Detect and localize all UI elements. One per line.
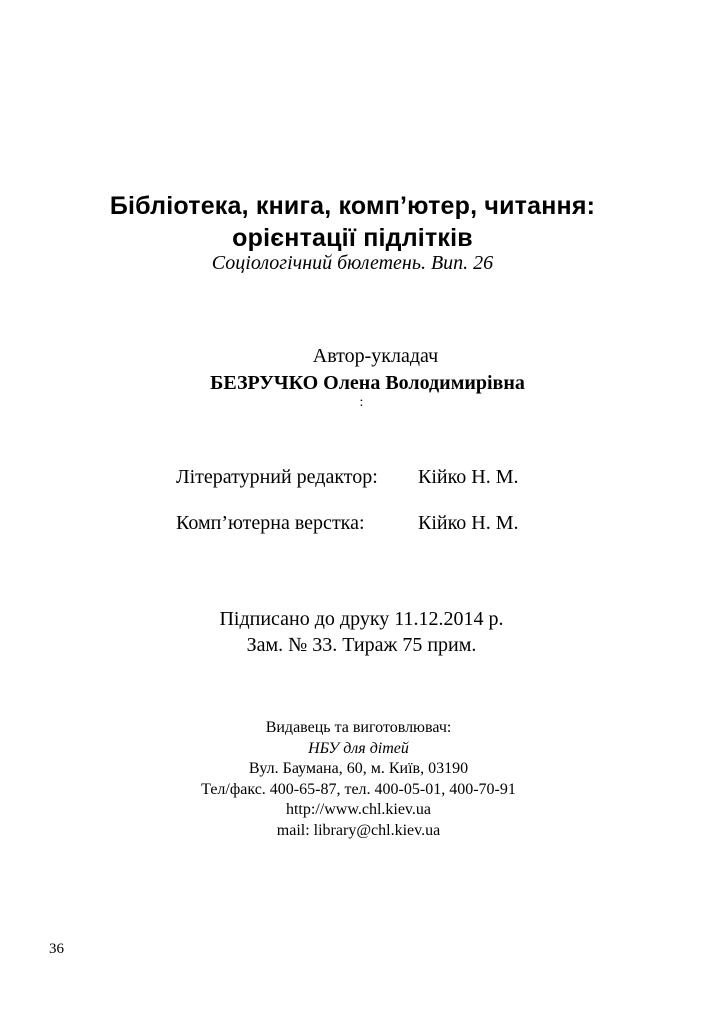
credit-value-layout: Кійко Н. М. [418,512,519,534]
publisher-info [0,718,720,841]
order-and-circulation: Зам. № 33. Тираж 75 прим. [246,634,477,656]
credit-label-layout: Комп’ютерна верстка: [176,512,365,534]
publisher-website: http://www.chl.kiev.ua [285,801,431,818]
author-separator: : [359,395,364,410]
title-line-2: орієнтації підлітків [232,224,473,252]
publisher-phones: Тел/факс. 400-65-87, тел. 400-05-01, 400-70-91 [201,780,516,798]
credit-row-editor [0,464,723,490]
document-title [0,190,714,254]
page-number: 36 [49,941,64,957]
signed-to-print: Підписано до друку 11.12.2014 р. [219,608,504,630]
publisher-heading: Видавець та виготовлювач: [265,719,452,736]
publisher-address: Вул. Баумана, 60, м. Київ, 03190 [248,760,469,777]
credit-value-editor: Кійко Н. М. [418,466,519,488]
credit-label-editor: Літературний редактор: [176,466,378,488]
author-name: БЕЗРУЧКО Олена Володимирівна [210,372,525,394]
title-line-1: Бібліотека, книга, комп’ютер, читання: [109,192,596,220]
document-subtitle: Соціологічний бюлетень. Вип. 26 [211,252,494,274]
author-role-label: Автор-укладач [312,345,439,367]
credit-row-layout [0,510,723,536]
publisher-email: mail: library@chl.kiev.ua [276,821,441,839]
publisher-name: НБУ для дітей [308,739,409,757]
